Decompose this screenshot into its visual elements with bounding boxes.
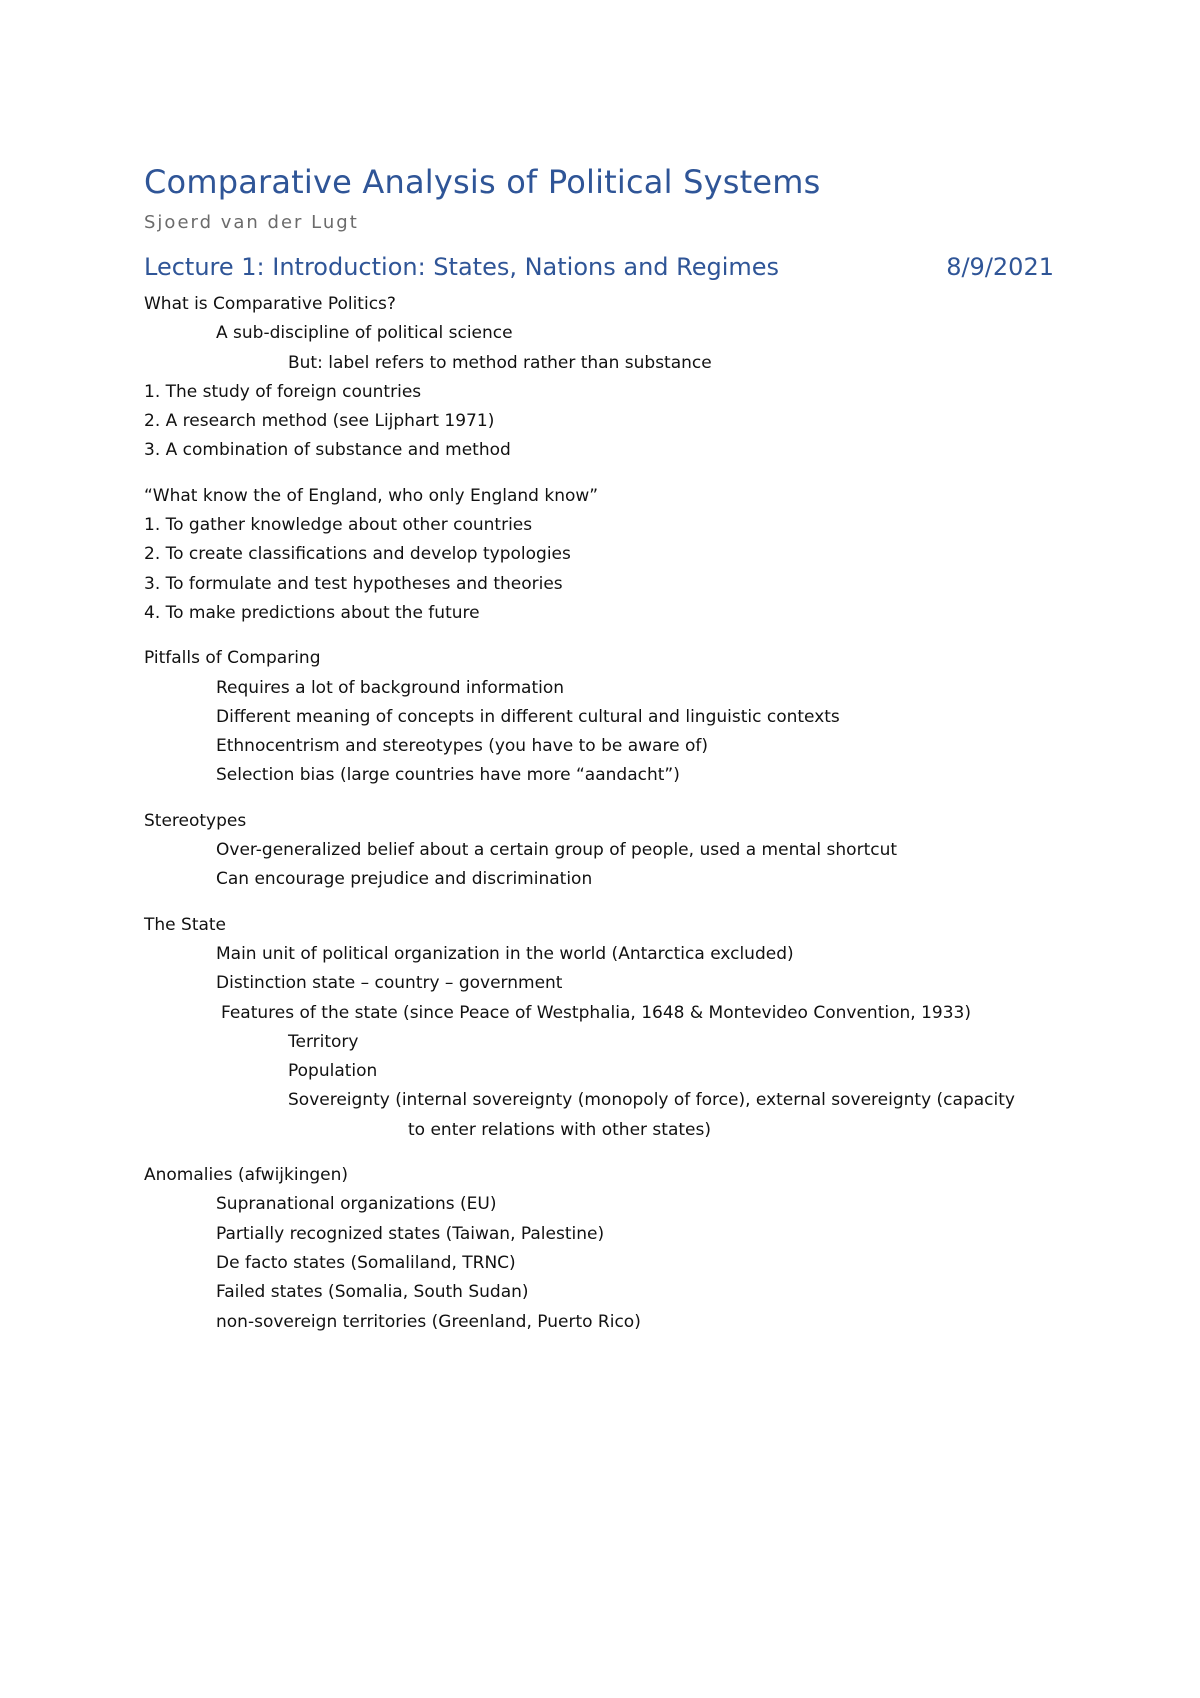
list-item: 2. A research method (see Lijphart 1971) (144, 411, 495, 432)
list-item: Over-generalized belief about a certain group of people, used a mental shortcut (216, 840, 898, 861)
list-item: 2. To create classifications and develop typologies (144, 544, 571, 565)
list-item: Ethnocentrism and stereotypes (you have to be aware of) (216, 736, 708, 757)
lecture-date: 8/9/2021 (946, 253, 1054, 281)
list-item: Supranational organizations (EU) (216, 1194, 497, 1215)
section-heading-pitfalls: Pitfalls of Comparing (144, 648, 321, 669)
note-line: Features of the state (since Peace of Westphalia, 1648 & Montevideo Convention, 1933) (221, 1002, 971, 1023)
list-item: De facto states (Somaliland, TRNC) (216, 1252, 516, 1273)
list-item: Selection bias (large countries have more “aandacht”) (216, 765, 680, 786)
list-item: Can encourage prejudice and discrimination (216, 869, 593, 890)
section-heading-what-is: What is Comparative Politics? (144, 294, 396, 314)
lecture-heading (144, 253, 1054, 281)
list-item: Population (288, 1061, 378, 1082)
note-line: But: label refers to method rather than substance (288, 352, 712, 373)
notes-body (144, 290, 1064, 1337)
section-heading-stereotypes: Stereotypes (144, 810, 247, 831)
list-item: Partially recognized states (Taiwan, Palestine) (216, 1223, 605, 1244)
section-heading-quote: “What know the of England, who only England know” (144, 485, 599, 506)
list-item: non-sovereign territories (Greenland, Puerto Rico) (216, 1311, 641, 1332)
list-item: Different meaning of concepts in different cultural and linguistic contexts (216, 706, 840, 727)
section-heading-state: The State (144, 914, 227, 935)
note-line: Main unit of political organization in the world (Antarctica excluded) (216, 943, 794, 964)
document-title: Comparative Analysis of Political Systems (144, 163, 821, 201)
section-heading-anomalies: Anomalies (afwijkingen) (144, 1165, 349, 1186)
list-item: 3. To formulate and test hypotheses and theories (144, 573, 563, 594)
list-item: 1. The study of foreign countries (144, 381, 422, 402)
document-author: Sjoerd van der Lugt (144, 212, 359, 233)
list-item: Requires a lot of background information (216, 677, 565, 698)
list-item: Territory (288, 1031, 359, 1052)
note-line: Distinction state – country – government (216, 973, 563, 994)
note-line: A sub-discipline of political science (216, 323, 513, 344)
list-item: Failed states (Somalia, South Sudan) (216, 1282, 529, 1303)
lecture-title: Lecture 1: Introduction: States, Nations and Regimes (144, 253, 780, 281)
note-line: to enter relations with other states) (408, 1119, 711, 1140)
list-item: 4. To make predictions about the future (144, 602, 480, 623)
list-item: 3. A combination of substance and method (144, 440, 511, 461)
list-item: 1. To gather knowledge about other countries (144, 515, 533, 536)
list-item: Sovereignty (internal sovereignty (monopoly of force), external sovereignty (capacity (288, 1090, 1015, 1111)
